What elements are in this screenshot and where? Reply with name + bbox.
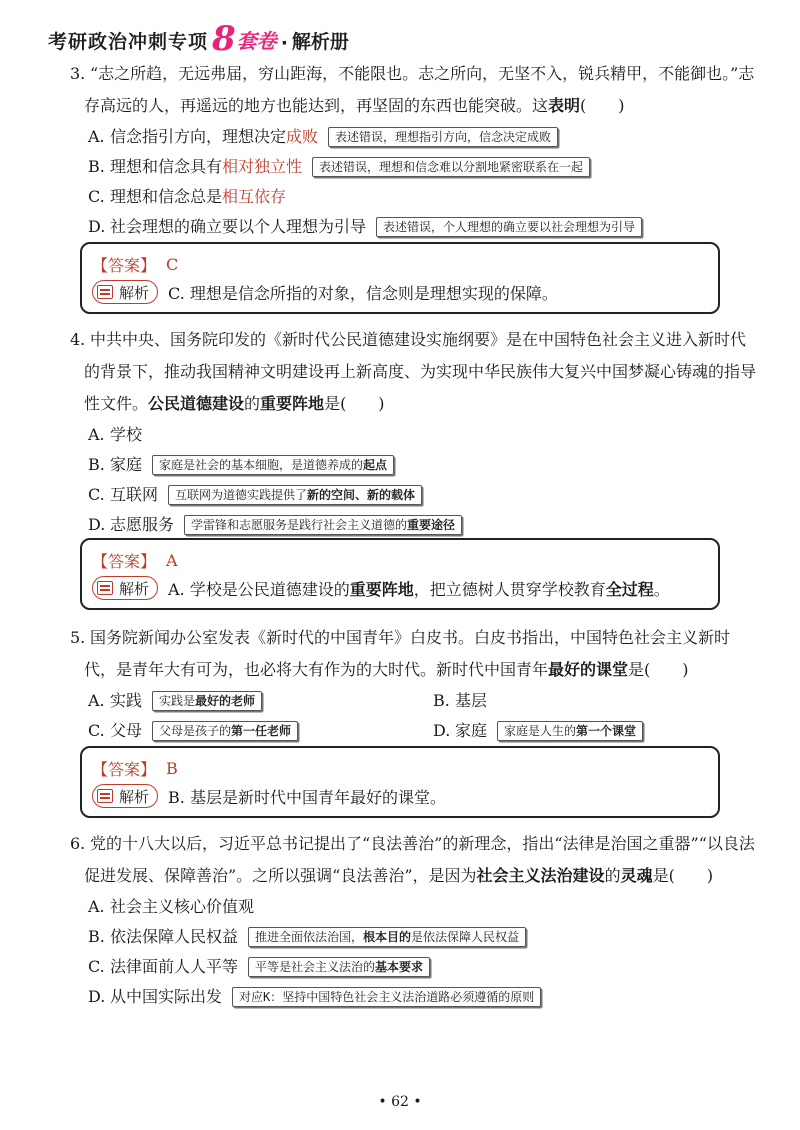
question-5: [70, 622, 760, 746]
option-c: C. 理想和信念总是 相互依存: [88, 187, 287, 206]
option-d: D. 志愿服务 学雷锋和志愿服务是践行社会主义道德的重要途径: [88, 510, 760, 540]
annotation-note: 表述错误，理想指引方向，信念决定成败: [328, 127, 558, 147]
option-b: B. 家庭 家庭是社会的基本细胞，是道德养成的起点: [88, 450, 760, 480]
question-stem: 4. 中共中央、国务院印发的《新时代公民道德建设实施纲要》是在中国特色社会主义进入新时代的背景下，推动我国精神文明建设再上新高度、为实现中华民族伟大复兴中国梦凝心铸魂的指导性文件。公民道德建设的重要阵地是( ): [70, 330, 757, 413]
answer-line: 【答案】 B: [92, 758, 178, 779]
option-c: C. 法律面前人人平等 平等是社会主义法治的基本要求: [88, 952, 760, 982]
option-c: C. 父母 父母是孩子的第一任老师: [88, 716, 415, 746]
header-subtitle: 解析册: [291, 31, 349, 53]
question-3: [70, 58, 760, 242]
notepad-icon: [97, 581, 113, 595]
notepad-icon: [97, 285, 113, 299]
question-6: [70, 828, 760, 1012]
option-d: D. 社会理想的确立要以个人理想为引导 表述错误，个人理想的确立要以社会理想为引导: [88, 212, 760, 242]
annotation-note: 平等是社会主义法治的基本要求: [248, 957, 430, 977]
annotation-note: 父母是孩子的第一任老师: [152, 721, 298, 741]
answer-box-3: [80, 242, 720, 314]
question-4: [70, 324, 760, 540]
option-a: A. 实践 实践是最好的老师: [88, 686, 415, 716]
annotation-note: 表述错误，个人理想的确立要以社会理想为引导: [376, 217, 642, 237]
annotation-note: 互联网为道德实践提供了新的空间、新的载体: [168, 485, 422, 505]
option-row: [70, 716, 760, 746]
option-b: B. 依法保障人民权益 推进全面依法治国，根本目的是依法保障人民权益: [88, 922, 760, 952]
page-number: • 62 •: [378, 1094, 422, 1110]
option-a: A. 信念指引方向，理想决定 成败 表述错误，理想指引方向，信念决定成败: [88, 122, 760, 152]
annotation-note: 对应K：坚持中国特色社会主义法治道路必须遵循的原则: [232, 987, 541, 1007]
question-stem: 6. 党的十八大以后，习近平总书记提出了“良法善治”的新理念，指出“法律是治国之重器”“以良法促进发展、保障善治”。之所以强调“良法善治”，是因为社会主义法治建设的灵魂是( ): [70, 834, 755, 885]
option-d: D. 从中国实际出发 对应K：坚持中国特色社会主义法治道路必须遵循的原则: [88, 982, 760, 1012]
option-row: [70, 686, 760, 716]
option-a: A. 社会主义核心价值观: [88, 897, 255, 916]
page-header: [48, 14, 349, 59]
analysis-tag: 解析: [92, 576, 158, 600]
annotation-note: 家庭是人生的第一个课堂: [497, 721, 643, 741]
answer-box-4: [80, 538, 720, 610]
option-c: C. 互联网 互联网为道德实践提供了新的空间、新的载体: [88, 480, 760, 510]
analysis-line: 解析 B. 基层是新时代中国青年最好的课堂。: [92, 782, 708, 810]
annotation-note: 表述错误，理想和信念难以分割地紧密联系在一起: [312, 157, 590, 177]
header-set: 套卷: [236, 29, 277, 53]
header-dot: ·: [280, 32, 288, 54]
question-stem: 3. “志之所趋，无远弗届，穷山距海，不能限也。志之所向，无坚不入，锐兵精甲，不能御也。”志存高远的人，再遥远的地方也能达到，再坚固的东西也能突破。这表明( ): [70, 64, 755, 115]
option-b: B. 基层: [433, 691, 488, 710]
analysis-tag: 解析: [92, 280, 158, 304]
notepad-icon: [97, 789, 113, 803]
analysis-line: 解析 C. 理想是信念所指的对象，信念则是理想实现的保障。: [92, 278, 708, 306]
answer-box-5: [80, 746, 720, 818]
annotation-note: 学雷锋和志愿服务是践行社会主义道德的重要途径: [184, 515, 462, 535]
annotation-note: 推进全面依法治国，根本目的是依法保障人民权益: [248, 927, 526, 947]
option-b: B. 理想和信念具有 相对独立性 表述错误，理想和信念难以分割地紧密联系在一起: [88, 152, 760, 182]
header-number: 8: [212, 19, 236, 59]
answer-line: 【答案】 A: [92, 550, 178, 571]
option-d: D. 家庭 家庭是人生的第一个课堂: [433, 716, 760, 746]
answer-line: 【答案】 C: [92, 254, 179, 275]
annotation-note: 家庭是社会的基本细胞，是道德养成的起点: [152, 455, 394, 475]
analysis-line: 解析 A. 学校是公民道德建设的 重要阵地 ，把立德树人贯穿学校教育 全过程 。: [92, 574, 708, 602]
option-a: A. 学校: [88, 425, 143, 444]
header-title: 考研政治冲刺专项: [48, 31, 209, 53]
annotation-note: 实践是最好的老师: [152, 691, 262, 711]
question-stem: 5. 国务院新闻办公室发表《新时代的中国青年》白皮书。白皮书指出，中国特色社会主义新时代，是青年大有可为，也必将大有作为的大时代。新时代中国青年最好的课堂是( ): [70, 628, 731, 679]
analysis-tag: 解析: [92, 784, 158, 808]
